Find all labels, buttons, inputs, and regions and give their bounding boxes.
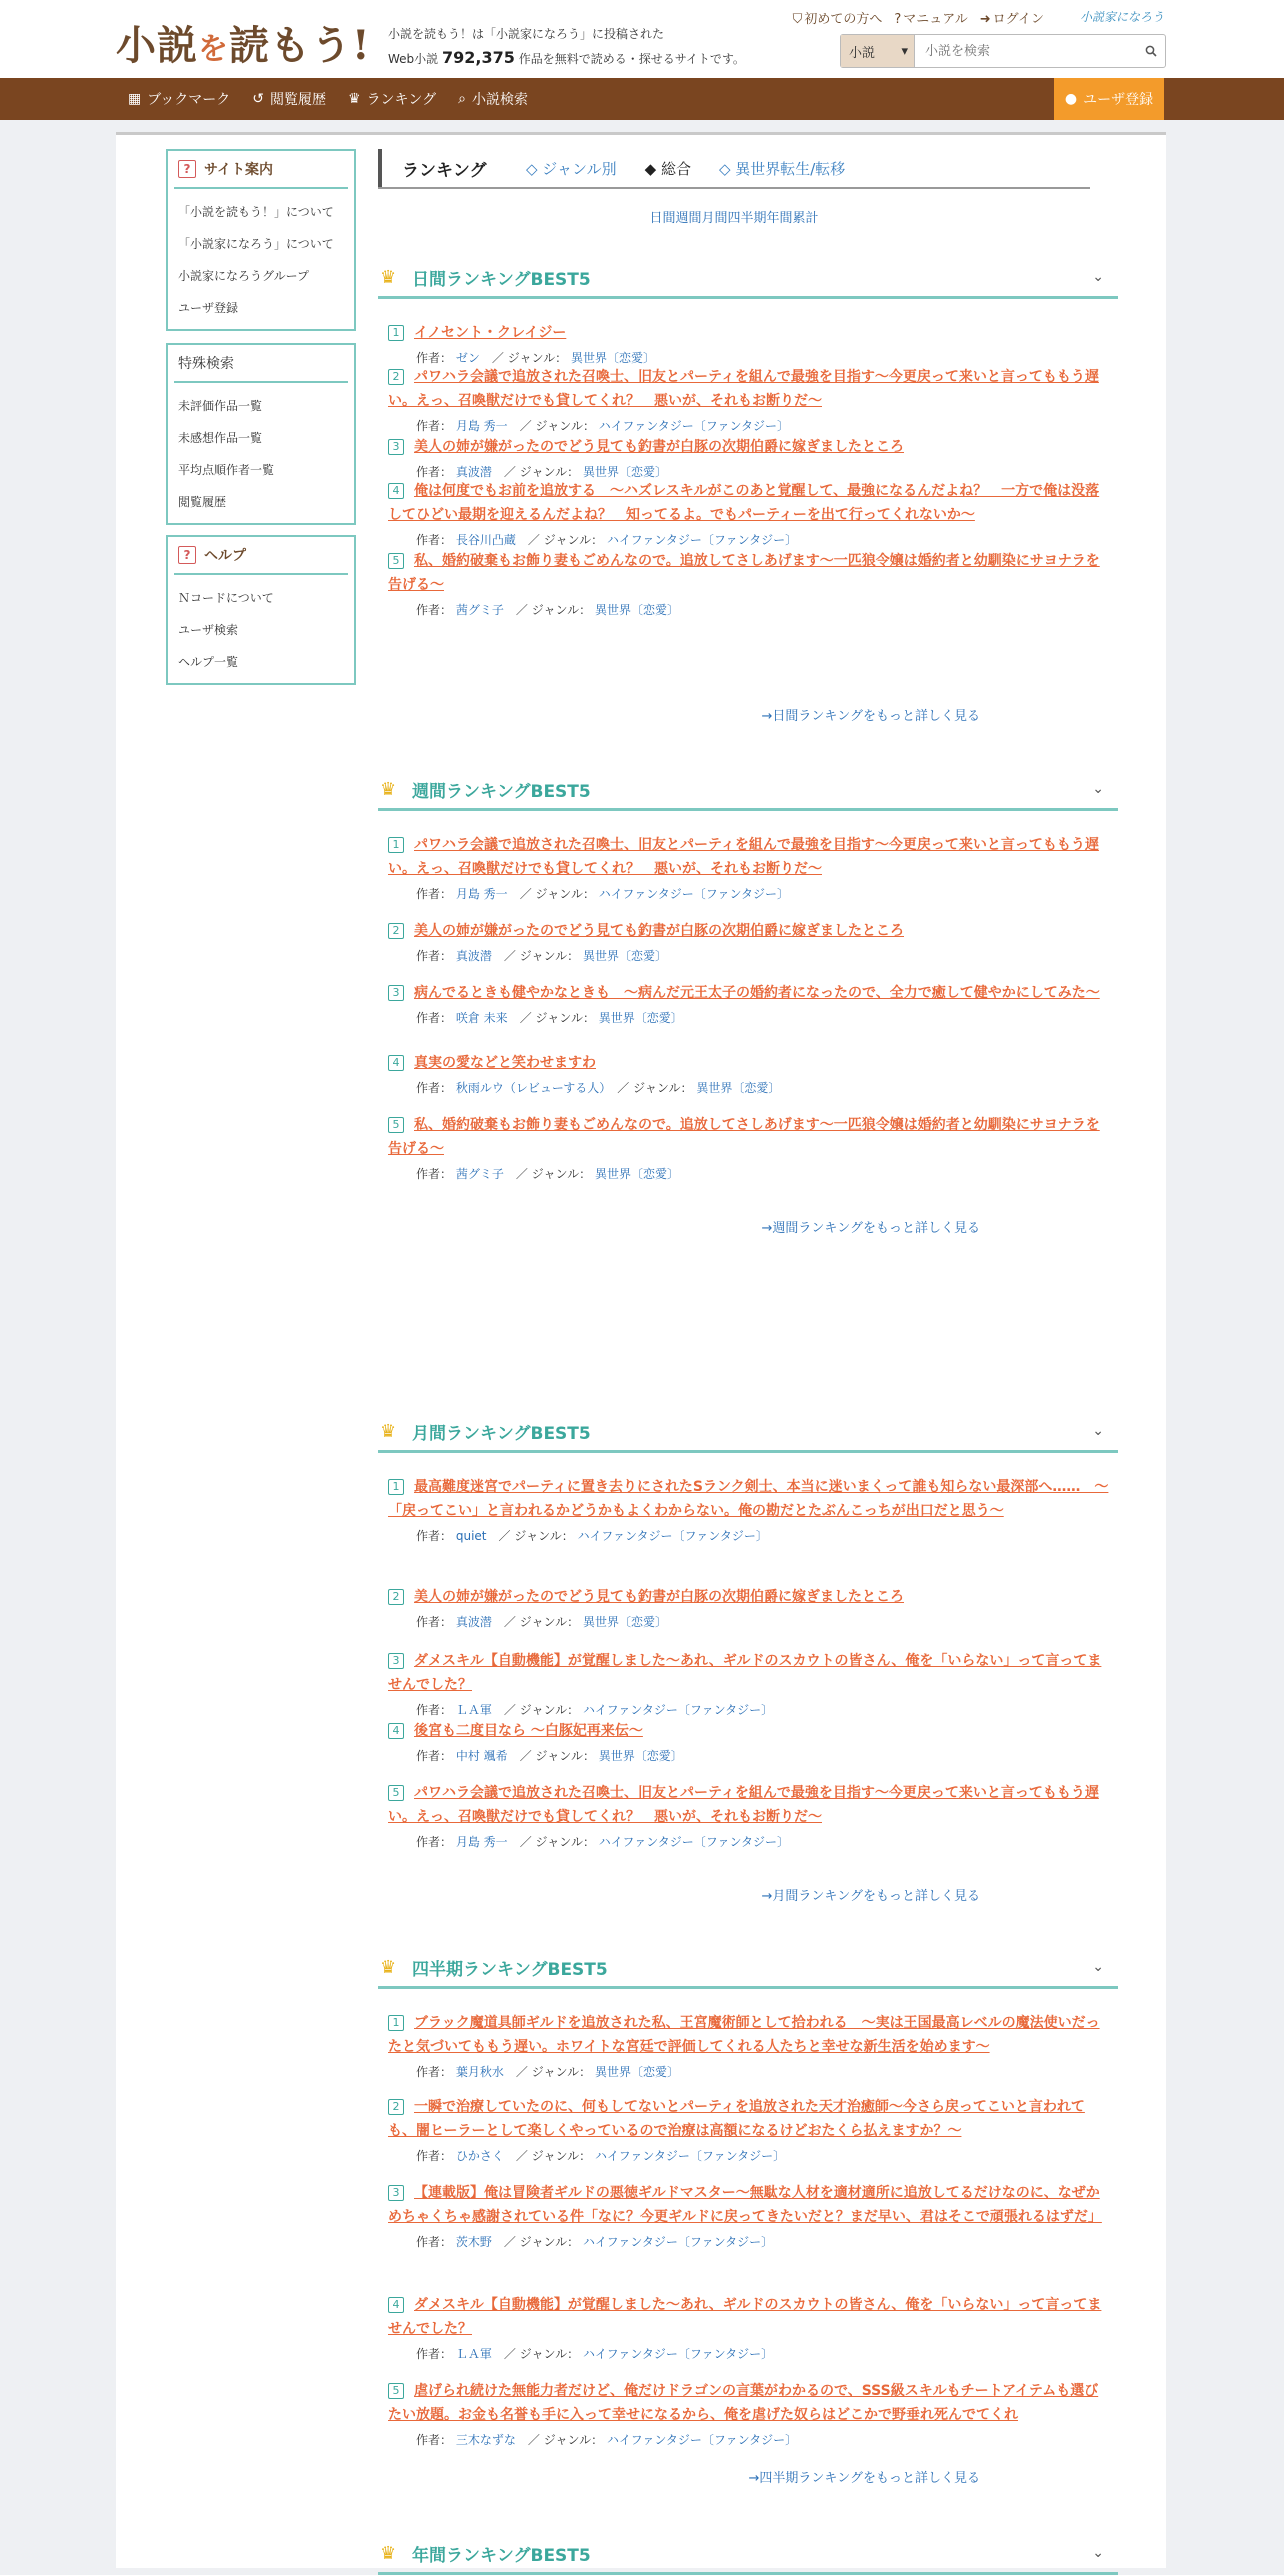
sidebar-item[interactable]: ヘルプ一覧 xyxy=(178,654,239,669)
novel-title: 最高難度迷宮でパーティに置き去りにされたSランク剣士、本当に迷いまくって誰も知らない最深部へ…… ～「戻ってこい」と言われるかどうかもよくわからない。俺の勘だとたぶんこっちが出口だと思う～ xyxy=(388,1479,1109,1519)
nav-search[interactable]: ⌕ 小説検索 xyxy=(458,91,528,108)
genre-label: ／ ジャンル： xyxy=(519,419,595,433)
author-link[interactable]: quiet xyxy=(455,1529,487,1543)
novel-title-link[interactable] xyxy=(388,919,1112,943)
ranking-entry xyxy=(388,1649,1112,1718)
genre-label: ／ ジャンル： xyxy=(515,1167,592,1181)
period-quarterly[interactable]: 四半期 xyxy=(727,211,767,226)
sidebar-site-info-header: ? サイト案内 xyxy=(174,151,348,189)
genre-label: ／ ジャンル： xyxy=(515,2149,592,2163)
genre-label: ／ ジャンル： xyxy=(527,2433,604,2447)
novel-meta xyxy=(416,885,1112,902)
sidebar-item[interactable]: Ｎコードについて xyxy=(178,590,274,605)
author-link[interactable]: ＬＡ軍 xyxy=(455,1703,492,1717)
period-total[interactable]: 累計 xyxy=(792,211,819,226)
rank-badge: 3 xyxy=(388,1653,404,1669)
author-label: 作者： xyxy=(416,1615,453,1629)
main-panel xyxy=(116,132,1166,2568)
novel-meta xyxy=(416,1833,1112,1850)
more-ranking-link[interactable]: →四半期ランキングをもっと詳しく見る xyxy=(748,2471,980,2486)
genre-label: ／ ジャンル： xyxy=(503,949,580,963)
genre-link[interactable]: ハイファンタジー〔ファンタジー〕 xyxy=(606,533,798,547)
search-input[interactable] xyxy=(915,35,1137,67)
genre-label: ／ ジャンル： xyxy=(503,2347,580,2361)
novel-title-link[interactable] xyxy=(388,1475,1112,1523)
novel-title-link[interactable] xyxy=(388,1649,1112,1697)
genre-label: ／ ジャンル： xyxy=(515,603,592,617)
search-type-select[interactable]: 小説 ▾ xyxy=(841,35,915,67)
rank-badge: 2 xyxy=(388,923,404,939)
section-title: 週間ランキングBEST5 xyxy=(412,782,591,802)
rank-badge: 3 xyxy=(388,985,404,1001)
rank-badge: 5 xyxy=(388,553,404,569)
main-nav xyxy=(0,78,1284,120)
novel-title: 【連載版】俺は冒険者ギルドの悪徳ギルドマスター～無駄な人材を適材適所に追放してるだけなのに、なぜかめちゃくちゃ感謝されている件「なに？今更ギルドに戻ってきたいだと？まだ早い、君はそこで頑張れるはずだ」 xyxy=(388,2185,1102,2225)
novel-title-link[interactable] xyxy=(388,2379,1112,2427)
chevron-down-icon[interactable]: ⌄ xyxy=(1092,2545,1104,2561)
tagline-suffix: 作品を無料で読める・探せるサイトです。 xyxy=(518,52,745,66)
ranking-entry xyxy=(388,1585,1112,1630)
sidebar-item[interactable]: ユーザ登録 xyxy=(178,300,239,315)
novel-meta xyxy=(416,531,1112,548)
author-link[interactable]: 月島 秀一 xyxy=(455,1835,508,1849)
novel-meta xyxy=(416,2147,1112,2164)
sidebar-help-header: ? ヘルプ xyxy=(174,537,348,575)
author-label: 作者： xyxy=(416,2433,453,2447)
list-icon: ▦ xyxy=(128,91,142,107)
novel-meta xyxy=(416,1079,1112,1096)
novel-meta xyxy=(416,2345,1112,2362)
period-monthly[interactable]: 月間 xyxy=(701,211,728,226)
genre-link[interactable]: 異世界〔恋愛〕 xyxy=(696,1081,781,1095)
sidebar-item[interactable]: ユーザ検索 xyxy=(178,622,239,637)
genre-label: ／ ジャンル： xyxy=(503,1615,580,1629)
login-link[interactable]: ➜ ログイン xyxy=(979,12,1044,27)
author-label: 作者： xyxy=(416,1835,453,1849)
more-ranking-link[interactable]: →月間ランキングをもっと詳しく見る xyxy=(761,1889,980,1904)
genre-link[interactable]: ハイファンタジー〔ファンタジー〕 xyxy=(582,2347,774,2361)
novel-title-link[interactable] xyxy=(388,1051,1112,1075)
author-label: 作者： xyxy=(416,1011,453,1025)
novel-title: 一瞬で治療していたのに、何もしてないとパーティを追放された天才治癒師～今さら戻ってこいと言われても、闇ヒーラーとして楽しくやっているので治療は高額になるけどおたくら払えますか？～ xyxy=(388,2099,1085,2139)
genre-link[interactable]: ハイファンタジー〔ファンタジー〕 xyxy=(582,2235,774,2249)
novel-title: パワハラ会議で追放された召喚士、旧友とパーティを組んで最強を目指す～今更戻って来いと言ってももう遅い。えっ、召喚獣だけでも貸してくれ？ 悪いが、それもお断りだ～ xyxy=(388,369,1099,409)
ranking-entry xyxy=(388,1475,1112,1544)
tagline-prefix: Web小説 xyxy=(388,52,439,66)
sidebar-item[interactable]: 閲覧履歴 xyxy=(178,494,227,509)
rank-badge: 2 xyxy=(388,2099,404,2115)
author-label: 作者： xyxy=(416,351,453,365)
novel-title: ブラック魔道具師ギルドを追放された私、王宮魔術師として拾われる ～実は王国最高レベルの魔法使いだったと気づいてももう遅い。ホワイトな宮廷で評価してくれる人たちと幸せな新生活を始めます～ xyxy=(388,2015,1100,2055)
ranking-entry xyxy=(388,1113,1112,1182)
novel-title: 美人の姉が嫌がったのでどう見ても釣書が白豚の次期伯爵に嫁ぎましたところ xyxy=(414,923,904,939)
author-label: 作者： xyxy=(416,2149,453,2163)
ranking-title: ランキング xyxy=(378,149,526,187)
author-link[interactable]: 長谷川凸蔵 xyxy=(455,533,516,547)
novel-title: 私、婚約破棄もお飾り妻もごめんなので。追放してさしあげます～一匹狼令嬢は婚約者と幼馴染にサヨナラを告げる～ xyxy=(388,1117,1100,1157)
logo-text-main: 小説 xyxy=(116,22,198,69)
genre-link[interactable]: 異世界〔恋愛〕 xyxy=(598,1011,683,1025)
tab-isekai[interactable]: ◇ 異世界転生/転移 xyxy=(718,159,846,178)
crown-icon: ♛ xyxy=(348,91,361,107)
novel-title-link[interactable] xyxy=(388,549,1112,597)
genre-label: ／ ジャンル： xyxy=(503,1703,580,1717)
search-box xyxy=(840,34,1166,68)
rank-badge: 1 xyxy=(388,325,404,341)
ranking-entry xyxy=(388,479,1112,548)
novel-meta xyxy=(416,1527,1112,1544)
genre-link[interactable]: ハイファンタジー〔ファンタジー〕 xyxy=(598,419,789,433)
nav-history[interactable]: ↺ 閲覧履歴 xyxy=(252,91,326,108)
narou-logo[interactable]: 小説家になろう xyxy=(1079,10,1164,24)
ranking-entry xyxy=(388,365,1112,434)
rank-badge: 2 xyxy=(388,369,404,385)
search-icon xyxy=(1145,45,1157,57)
logo-text-wo: を xyxy=(198,32,229,67)
ranking-section-header[interactable] xyxy=(378,2535,1118,2575)
author-label: 作者： xyxy=(416,465,453,479)
chevron-down-icon[interactable]: ⌄ xyxy=(1092,781,1104,797)
rank-badge: 2 xyxy=(388,1589,404,1605)
novel-title-link[interactable] xyxy=(388,479,1112,527)
novel-title: パワハラ会議で追放された召喚士、旧友とパーティを組んで最強を目指す～今更戻って来いと言ってももう遅い。えっ、召喚獣だけでも貸してくれ？ 悪いが、それもお断りだ～ xyxy=(388,837,1099,877)
section-title: 月間ランキングBEST5 xyxy=(412,1424,591,1444)
genre-link[interactable]: ハイファンタジー〔ファンタジー〕 xyxy=(594,2149,786,2163)
novel-meta xyxy=(416,1701,1112,1718)
rank-badge: 4 xyxy=(388,1055,404,1071)
period-yearly[interactable]: 年間 xyxy=(766,211,793,226)
genre-link[interactable]: ハイファンタジー〔ファンタジー〕 xyxy=(598,1835,789,1849)
author-link[interactable]: ＬＡ軍 xyxy=(455,2347,492,2361)
genre-label: ／ ジャンル： xyxy=(519,887,595,901)
author-label: 作者： xyxy=(416,2235,453,2249)
novel-title-link[interactable] xyxy=(388,1113,1112,1161)
genre-link[interactable]: 異世界〔恋愛〕 xyxy=(594,603,679,617)
sidebar-special-search xyxy=(166,343,356,525)
novel-title-link[interactable] xyxy=(388,321,1112,345)
period-daily[interactable]: 日間 xyxy=(649,211,676,226)
tab-genre[interactable]: ◇ ジャンル別 xyxy=(526,159,617,178)
sidebar-item[interactable]: 「小説を読もう！」について xyxy=(178,204,334,219)
more-ranking-link[interactable]: →日間ランキングをもっと詳しく見る xyxy=(761,709,980,724)
genre-label: ／ ジャンル： xyxy=(519,1835,595,1849)
novel-meta xyxy=(416,1165,1112,1182)
genre-link[interactable]: ハイファンタジー〔ファンタジー〕 xyxy=(582,1703,774,1717)
genre-label: ／ ジャンル： xyxy=(527,533,604,547)
author-label: 作者： xyxy=(416,1749,453,1763)
novel-meta xyxy=(416,2431,1112,2448)
user-register-button[interactable]: ● ユーザ登録 xyxy=(1054,78,1164,120)
chevron-down-icon[interactable]: ⌄ xyxy=(1092,1959,1104,1975)
crown-icon: ♛ xyxy=(380,267,397,288)
period-tabs xyxy=(378,207,1090,226)
chevron-down-icon[interactable]: ⌄ xyxy=(1092,1423,1104,1439)
ranking-entry xyxy=(388,2181,1112,2250)
novel-meta xyxy=(416,1747,1112,1764)
crown-icon: ♛ xyxy=(380,1421,397,1442)
author-label: 作者： xyxy=(416,2065,453,2079)
novel-title-link[interactable] xyxy=(388,435,1112,459)
rank-badge: 1 xyxy=(388,1479,404,1495)
rank-badge: 4 xyxy=(388,1723,404,1739)
first-time-link[interactable]: ⛉ 初めての方へ xyxy=(792,12,883,27)
novel-meta xyxy=(416,1009,1112,1026)
genre-label: ／ ジャンル： xyxy=(617,1081,693,1095)
novel-title: 私、婚約破棄もお飾り妻もごめんなので。追放してさしあげます～一匹狼令嬢は婚約者と幼馴染にサヨナラを告げる～ xyxy=(388,553,1100,593)
ranking-entry xyxy=(388,1051,1112,1096)
rank-badge: 4 xyxy=(388,2297,404,2313)
author-link[interactable]: 中村 颯希 xyxy=(455,1749,508,1763)
genre-link[interactable]: 異世界〔恋愛〕 xyxy=(582,1615,667,1629)
author-label: 作者： xyxy=(416,419,453,433)
more-ranking-link[interactable]: →週間ランキングをもっと詳しく見る xyxy=(761,1221,980,1236)
ranking-entry xyxy=(388,1781,1112,1850)
novel-title: パワハラ会議で追放された召喚士、旧友とパーティを組んで最強を目指す～今更戻って来いと言ってももう遅い。えっ、召喚獣だけでも貸してくれ？ 悪いが、それもお断りだ～ xyxy=(388,1785,1099,1825)
crown-icon: ♛ xyxy=(380,1957,397,1978)
genre-label: ／ ジャンル： xyxy=(515,2065,592,2079)
rank-badge: 1 xyxy=(388,837,404,853)
novel-title-link[interactable] xyxy=(388,1719,1112,1743)
question-icon: ? xyxy=(178,546,196,564)
novel-title-link[interactable] xyxy=(388,1585,1112,1609)
author-link[interactable]: 三木なずな xyxy=(455,2433,516,2447)
ranking-entry xyxy=(388,833,1112,902)
ranking-tabs xyxy=(378,149,1090,189)
rank-badge: 3 xyxy=(388,2185,404,2201)
novel-title: 俺は何度でもお前を追放する ～ハズレスキルがこのあと覚醒して、最強になるんだよね？ 一方で俺は没落してひどい最期を迎えるんだよね？ 知ってるよ。でもパーティーを出て行ってくれないか～ xyxy=(388,483,1100,523)
section-title: 年間ランキングBEST5 xyxy=(412,2546,591,2566)
work-count: 792,375 xyxy=(442,48,515,67)
genre-label: ／ ジャンル： xyxy=(503,465,580,479)
novel-title: ダメスキル【自動機能】が覚醒しました〜あれ、ギルドのスカウトの皆さん、俺を「いらない」って言ってませんでした？ xyxy=(388,2297,1102,2337)
author-link[interactable]: 真波潜 xyxy=(455,1615,492,1629)
novel-title: ダメスキル【自動機能】が覚醒しました〜あれ、ギルドのスカウトの皆さん、俺を「いらない」って言ってませんでした？ xyxy=(388,1653,1102,1693)
rank-badge: 4 xyxy=(388,483,404,499)
genre-label: ／ ジャンル： xyxy=(491,351,568,365)
tagline-line1: 小説を読もう！は「小説家になろう」に投稿された xyxy=(388,27,665,41)
author-label: 作者： xyxy=(416,1703,453,1717)
period-weekly[interactable]: 週間 xyxy=(675,211,702,226)
novel-title: 真実の愛などと笑わせますわ xyxy=(414,1055,596,1071)
tab-overall[interactable]: ◆ 総合 xyxy=(644,159,691,178)
ranking-entry xyxy=(388,2095,1112,2164)
author-link[interactable]: 咲倉 未来 xyxy=(455,1011,508,1025)
author-label: 作者： xyxy=(416,2347,453,2361)
genre-link[interactable]: ハイファンタジー〔ファンタジー〕 xyxy=(606,2433,798,2447)
novel-meta xyxy=(416,349,1112,366)
ranking-entry xyxy=(388,321,1112,366)
novel-title-link[interactable] xyxy=(388,1781,1112,1829)
author-link[interactable]: 真波潜 xyxy=(455,949,492,963)
genre-link[interactable]: 異世界〔恋愛〕 xyxy=(594,2065,679,2079)
sidebar-item[interactable]: 「小説家になろう」について xyxy=(178,236,334,251)
author-link[interactable]: 月島 秀一 xyxy=(455,887,508,901)
chevron-down-icon[interactable]: ⌄ xyxy=(1092,269,1104,285)
section-title: 四半期ランキングBEST5 xyxy=(412,1960,608,1980)
author-label: 作者： xyxy=(416,887,453,901)
author-link[interactable]: 茜グミ子 xyxy=(455,1167,504,1181)
author-link[interactable]: 葉月秋水 xyxy=(455,2065,504,2079)
search-icon: ⌕ xyxy=(458,91,466,107)
search-button[interactable] xyxy=(1137,35,1165,67)
sidebar-help xyxy=(166,535,356,685)
ranking-entry xyxy=(388,1719,1112,1764)
ranking-section-header[interactable] xyxy=(378,771,1118,811)
site-header xyxy=(0,0,1284,78)
ranking-entry xyxy=(388,2379,1112,2448)
author-link[interactable]: 月島 秀一 xyxy=(455,419,508,433)
author-link[interactable]: 真波潜 xyxy=(455,465,492,479)
section-title: 日間ランキングBEST5 xyxy=(412,270,591,290)
genre-label: ／ ジャンル： xyxy=(519,1011,595,1025)
novel-title: 後宮も二度目なら ～白豚妃再来伝～ xyxy=(414,1723,643,1739)
novel-title-link[interactable] xyxy=(388,981,1112,1005)
genre-link[interactable]: 異世界〔恋愛〕 xyxy=(582,465,667,479)
novel-meta xyxy=(416,417,1112,434)
genre-link[interactable]: 異世界〔恋愛〕 xyxy=(598,1749,683,1763)
author-label: 作者： xyxy=(416,949,453,963)
author-link[interactable]: 秋雨ルウ（レビューする人） xyxy=(455,1081,606,1095)
ranking-entry xyxy=(388,435,1112,480)
sidebar-item[interactable]: 未評価作品一覧 xyxy=(178,398,263,413)
question-icon: ? xyxy=(894,12,902,27)
sidebar-site-info xyxy=(166,149,356,331)
rank-badge: 5 xyxy=(388,1785,404,1801)
novel-title: 病んでるときも健やかなときも ～病んだ元王太子の婚約者になったので、全力で癒して健やかにしてみた～ xyxy=(414,985,1100,1001)
sidebar-item[interactable]: 未感想作品一覧 xyxy=(178,430,263,445)
author-link[interactable]: ひかさく xyxy=(455,2149,504,2163)
ranking-entry xyxy=(388,549,1112,618)
novel-meta xyxy=(416,1613,1112,1630)
novel-title: 美人の姉が嫌がったのでどう見ても釣書が白豚の次期伯爵に嫁ぎましたところ xyxy=(414,439,904,455)
novel-title-link[interactable] xyxy=(388,2011,1112,2059)
ranking-entry xyxy=(388,2011,1112,2080)
ranking-section-header[interactable] xyxy=(378,1413,1118,1453)
logo-text-end: 読もう! xyxy=(229,22,371,69)
sidebar-item[interactable]: 小説家になろうグループ xyxy=(178,268,310,283)
rank-badge: 1 xyxy=(388,2015,404,2031)
novel-title: 美人の姉が嫌がったのでどう見ても釣書が白豚の次期伯爵に嫁ぎましたところ xyxy=(414,1589,904,1605)
crown-icon: ♛ xyxy=(380,2543,397,2564)
ranking-entry xyxy=(388,2293,1112,2362)
novel-meta xyxy=(416,463,1112,480)
novel-title: イノセント・クレイジー xyxy=(414,325,567,341)
novel-meta xyxy=(416,947,1112,964)
author-link[interactable]: ゼン xyxy=(455,351,480,365)
login-icon: ➜ xyxy=(979,12,991,27)
genre-link[interactable]: 異世界〔恋愛〕 xyxy=(570,351,655,365)
genre-label: ／ ジャンル： xyxy=(498,1529,574,1543)
novel-title: 虐げられ続けた無能力者だけど、俺だけドラゴンの言葉がわかるので、SSS級スキルもチートアイテムも選びたい放題。お金も名誉も手に入って幸せになるから、俺を虐げた奴らはどこかで野垂れ死んでてくれ xyxy=(388,2383,1099,2423)
nav-ranking[interactable]: ♛ ランキング xyxy=(348,91,437,108)
rank-badge: 5 xyxy=(388,1117,404,1133)
author-link[interactable]: 茨木野 xyxy=(455,2235,492,2249)
genre-link[interactable]: 異世界〔恋愛〕 xyxy=(594,1167,679,1181)
nav-bookmark[interactable]: ▦ ブックマーク xyxy=(128,91,231,108)
ranking-entry xyxy=(388,981,1112,1026)
manual-link[interactable]: ? マニュアル xyxy=(894,12,968,27)
author-label: 作者： xyxy=(416,603,453,617)
novel-title-link[interactable] xyxy=(388,2293,1112,2341)
genre-link[interactable]: ハイファンタジー〔ファンタジー〕 xyxy=(577,1529,768,1543)
ranking-section-header[interactable] xyxy=(378,259,1118,299)
genre-link[interactable]: 異世界〔恋愛〕 xyxy=(582,949,667,963)
author-link[interactable]: 茜グミ子 xyxy=(455,603,504,617)
author-label: 作者： xyxy=(416,1081,453,1095)
ranking-section-header[interactable] xyxy=(378,1949,1118,1989)
author-label: 作者： xyxy=(416,533,453,547)
novel-title-link[interactable] xyxy=(388,2181,1112,2229)
history-icon: ↺ xyxy=(252,91,264,107)
novel-meta xyxy=(416,601,1112,618)
novel-title-link[interactable] xyxy=(388,365,1112,413)
novel-meta xyxy=(416,2063,1112,2080)
sidebar-special-search-header: 特殊検索 xyxy=(174,345,348,383)
genre-link[interactable]: ハイファンタジー〔ファンタジー〕 xyxy=(598,887,789,901)
bookmark-icon: ⛉ xyxy=(792,12,803,27)
genre-label: ／ ジャンル： xyxy=(519,1749,595,1763)
ranking-entry xyxy=(388,919,1112,964)
rank-badge: 5 xyxy=(388,2383,404,2399)
user-icon: ● xyxy=(1064,91,1078,107)
crown-icon: ♛ xyxy=(380,779,397,800)
top-links xyxy=(793,8,1044,27)
novel-meta xyxy=(416,2233,1112,2250)
chevron-down-icon: ▾ xyxy=(901,43,908,59)
rank-badge: 3 xyxy=(388,439,404,455)
question-icon: ? xyxy=(178,160,196,178)
site-logo[interactable] xyxy=(116,14,371,71)
site-tagline xyxy=(388,22,745,71)
author-label: 作者： xyxy=(416,1167,453,1181)
sidebar-item[interactable]: 平均点順作者一覧 xyxy=(178,462,275,477)
genre-label: ／ ジャンル： xyxy=(503,2235,580,2249)
novel-title-link[interactable] xyxy=(388,2095,1112,2143)
novel-title-link[interactable] xyxy=(388,833,1112,881)
author-label: 作者： xyxy=(416,1529,453,1543)
